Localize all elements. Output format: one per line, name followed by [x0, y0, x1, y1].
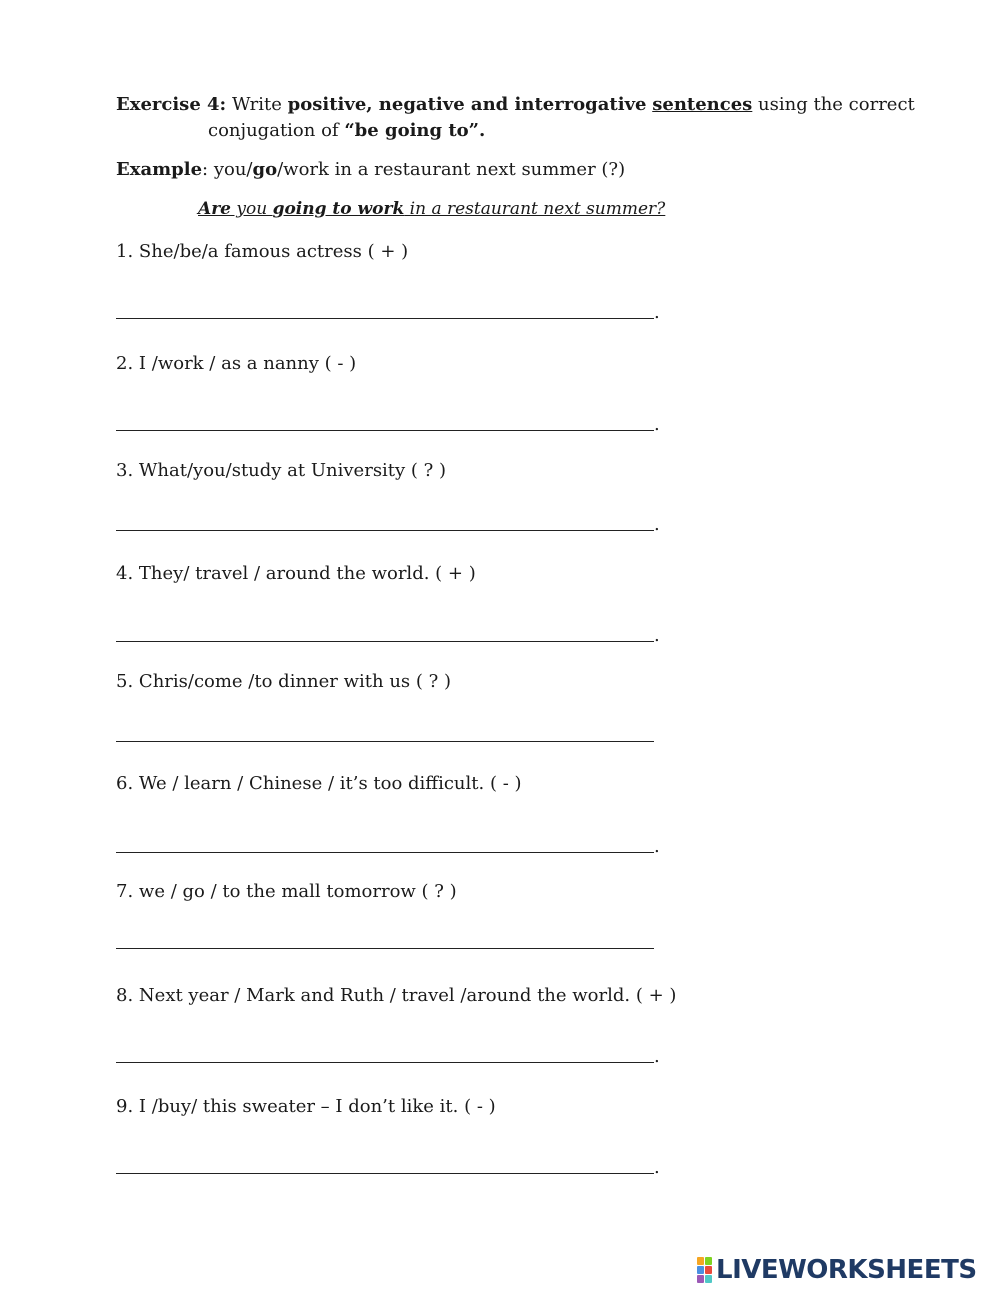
question-text: They/ travel / around the world. ( + ): [138, 563, 476, 584]
question-text: I /buy/ this sweater – I don’t like it. ( - ): [138, 1096, 496, 1117]
question-text: She/be/a famous actress ( + ): [138, 241, 409, 262]
question-6: [116, 772, 522, 796]
exercise-instruction-line1: [116, 93, 915, 117]
answer-input-6[interactable]: [116, 826, 658, 852]
question-text: I /work / as a nanny ( - ): [138, 353, 357, 374]
logo-block-icon: [705, 1257, 712, 1265]
answer-input-9[interactable]: [116, 1147, 658, 1173]
question-text: We / learn / Chinese / it’s too difficult. ( - ): [138, 773, 522, 794]
question-number: 6.: [116, 773, 134, 794]
example-colon: : you/: [202, 159, 253, 180]
answer-period-2: .: [654, 414, 660, 435]
answer-period-3: .: [654, 514, 660, 535]
answer-underline-1: [116, 318, 654, 319]
exercise-line2-prefix: conjugation of: [208, 120, 339, 141]
exercise-types: positive, negative and interrogative: [287, 94, 647, 115]
question-number: 5.: [116, 671, 134, 692]
answer-input-4[interactable]: [116, 615, 658, 641]
logo-block-icon: [705, 1266, 712, 1274]
answer-underline-6: [116, 852, 654, 853]
exercise-line2-bold: “be going to”.: [344, 120, 486, 141]
answer-input-3[interactable]: [116, 504, 658, 530]
logo-mark-icon: [697, 1257, 712, 1283]
answer-input-2[interactable]: [116, 404, 658, 430]
example-rest: /work in a restaurant next summer (?): [277, 159, 626, 180]
logo-text: LIVEWORKSHEETS: [716, 1255, 977, 1285]
question-text: we / go / to the mall tomorrow ( ? ): [138, 881, 457, 902]
question-number: 2.: [116, 353, 134, 374]
example-answer-are: Are: [198, 199, 231, 219]
answer-period-6: .: [654, 836, 660, 857]
answer-underline-7: [116, 948, 654, 949]
question-7: [116, 880, 457, 904]
exercise-label: Exercise 4:: [116, 94, 227, 115]
answer-input-1[interactable]: [116, 292, 658, 318]
question-9: [116, 1095, 496, 1119]
answer-underline-4: [116, 641, 654, 642]
question-number: 7.: [116, 881, 134, 902]
example-label: Example: [116, 159, 203, 180]
exercise-using: using the correct: [758, 94, 915, 115]
question-text: Chris/come /to dinner with us ( ? ): [138, 671, 452, 692]
logo-block-icon: [697, 1275, 704, 1283]
answer-input-7[interactable]: [116, 922, 658, 948]
question-3: [116, 459, 446, 483]
answer-input-5[interactable]: [116, 715, 658, 741]
example-answer-going: going to work: [272, 199, 405, 219]
example-prompt: [116, 158, 625, 182]
question-number: 4.: [116, 563, 134, 584]
answer-input-8[interactable]: [116, 1036, 658, 1062]
question-number: 1.: [116, 241, 134, 262]
exercise-sentences-word: sentences: [652, 94, 753, 115]
example-answer-you: you: [230, 199, 273, 219]
question-2: [116, 352, 356, 376]
liveworksheets-logo[interactable]: [697, 1257, 977, 1283]
exercise-instruction-line2: [208, 119, 485, 143]
logo-block-icon: [705, 1275, 712, 1283]
answer-underline-9: [116, 1173, 654, 1174]
question-text: What/you/study at University ( ? ): [138, 460, 447, 481]
question-number: 9.: [116, 1096, 134, 1117]
example-go: go: [252, 159, 278, 180]
answer-period-8: .: [654, 1046, 660, 1067]
example-answer: [198, 197, 665, 221]
logo-block-icon: [697, 1257, 704, 1265]
logo-block-icon: [697, 1266, 704, 1274]
question-number: 8.: [116, 985, 134, 1006]
example-answer-rest: in a restaurant next summer?: [404, 199, 666, 219]
question-1: [116, 240, 408, 264]
answer-period-4: .: [654, 625, 660, 646]
question-8: [116, 984, 676, 1008]
question-text: Next year / Mark and Ruth / travel /around the world. ( + ): [138, 985, 677, 1006]
answer-underline-5: [116, 741, 654, 742]
exercise-write: Write: [231, 94, 282, 115]
question-5: [116, 670, 451, 694]
answer-period-9: .: [654, 1157, 660, 1178]
question-4: [116, 562, 476, 586]
question-number: 3.: [116, 460, 134, 481]
answer-underline-2: [116, 430, 654, 431]
answer-underline-8: [116, 1062, 654, 1063]
answer-period-1: .: [654, 302, 660, 323]
answer-underline-3: [116, 530, 654, 531]
